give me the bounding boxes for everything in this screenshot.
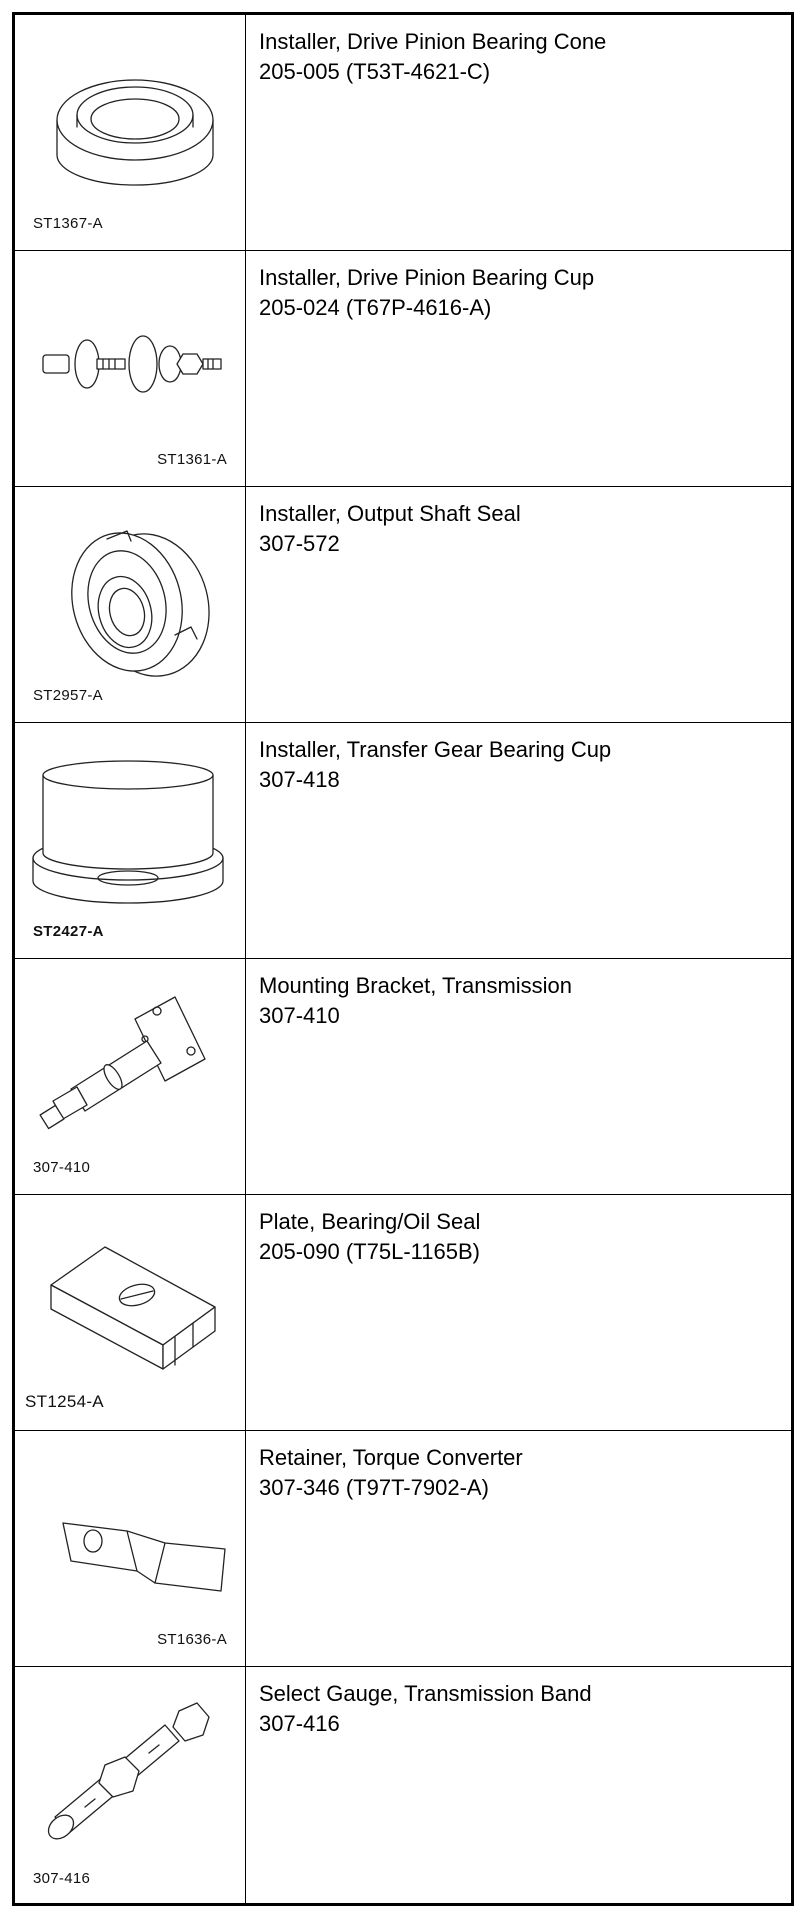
illustration-caption: 307-410 — [33, 1159, 91, 1176]
tool-illustration-cell — [15, 959, 246, 1194]
illustration-caption: ST1254-A — [25, 1392, 104, 1411]
tool-description — [259, 1443, 779, 1503]
tool-description — [259, 27, 779, 87]
tool-illustration-cell — [15, 1431, 246, 1666]
tool-name: Installer, Transfer Gear Bearing Cup — [259, 737, 612, 762]
illustration-caption: 307-416 — [33, 1870, 91, 1887]
tool-number: 205-024 (T67P-4616-A) — [259, 295, 492, 320]
table-row — [15, 1195, 791, 1431]
tool-description — [259, 1207, 779, 1267]
tool-number: 307-572 — [259, 531, 340, 556]
illustration-caption: ST1361-A — [157, 451, 227, 468]
tool-name: Installer, Output Shaft Seal — [259, 501, 521, 526]
band-select-gauge-icon — [15, 1667, 246, 1903]
tool-illustration-cell — [15, 1195, 246, 1430]
tool-description — [259, 263, 779, 323]
tool-illustration-cell — [15, 15, 246, 250]
tool-number: 307-346 (T97T-7902-A) — [259, 1475, 489, 1500]
tool-illustration-cell — [15, 251, 246, 486]
tool-number: 205-090 (T75L-1165B) — [259, 1239, 480, 1264]
tool-number: 307-410 — [259, 1003, 340, 1028]
tool-name: Installer, Drive Pinion Bearing Cone — [259, 29, 607, 54]
table-row — [15, 723, 791, 959]
tool-illustration-cell — [15, 487, 246, 722]
tool-description — [259, 971, 779, 1031]
tool-number: 205-005 (T53T-4621-C) — [259, 59, 491, 84]
tool-description — [259, 499, 779, 559]
tool-illustration-cell — [15, 723, 246, 958]
tool-name: Installer, Drive Pinion Bearing Cup — [259, 265, 595, 290]
table-row — [15, 1667, 791, 1905]
tool-illustration-cell — [15, 1667, 246, 1905]
table-row — [15, 959, 791, 1195]
table-row — [15, 15, 791, 251]
tool-description — [259, 735, 779, 795]
tool-number: 307-418 — [259, 767, 340, 792]
illustration-caption: ST1367-A — [33, 215, 103, 232]
illustration-caption: ST2427-A — [33, 923, 104, 940]
illustration-caption: ST1636-A — [157, 1631, 227, 1648]
tool-name: Mounting Bracket, Transmission — [259, 973, 573, 998]
tool-name: Plate, Bearing/Oil Seal — [259, 1209, 481, 1234]
table-row — [15, 251, 791, 487]
table-row — [15, 1431, 791, 1667]
special-tools-table — [12, 12, 794, 1906]
tool-number: 307-416 — [259, 1711, 340, 1736]
illustration-caption: ST2957-A — [33, 687, 103, 704]
table-row — [15, 487, 791, 723]
tool-name: Select Gauge, Transmission Band — [259, 1681, 592, 1706]
tool-description — [259, 1679, 779, 1739]
tool-name: Retainer, Torque Converter — [259, 1445, 523, 1470]
